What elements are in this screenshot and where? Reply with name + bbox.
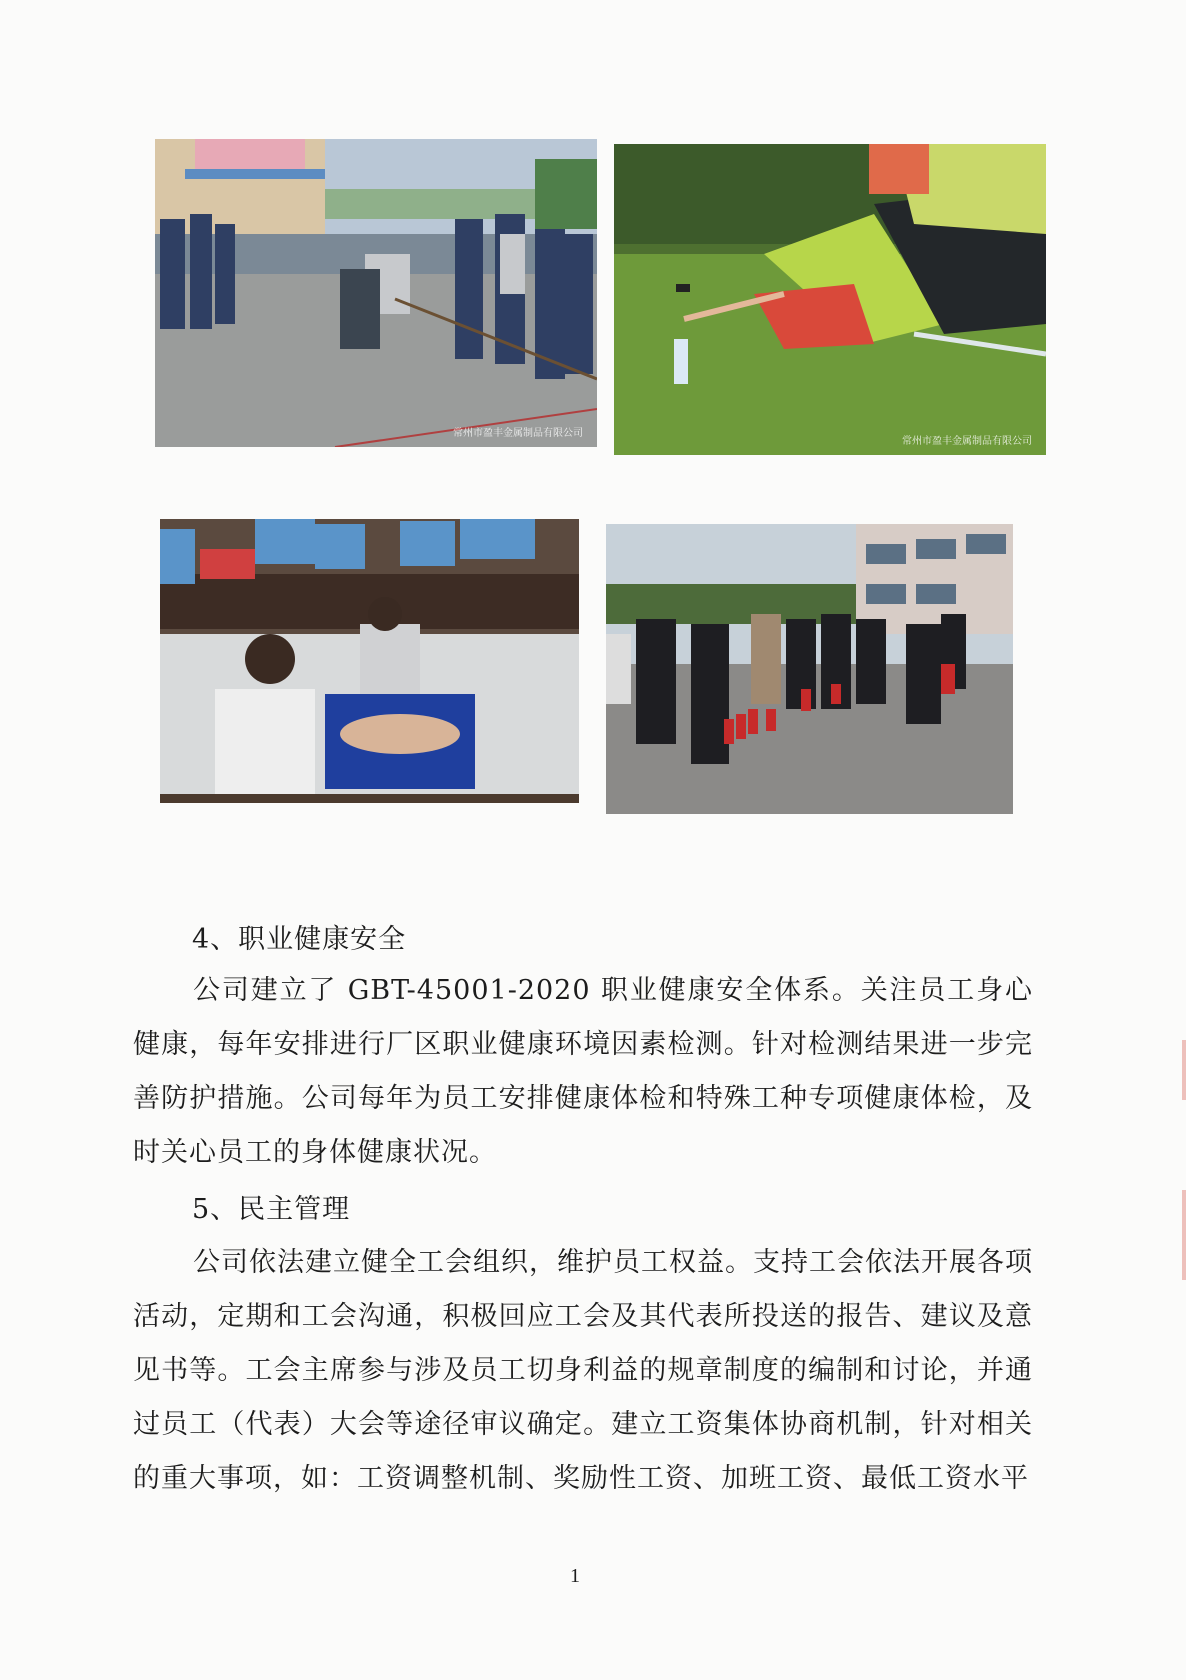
photo-tug-of-war-grass bbox=[614, 144, 1046, 455]
page-number: 1 bbox=[570, 1565, 580, 1587]
photo-tug-of-war bbox=[155, 139, 597, 447]
photo-tug-of-war-grass-image bbox=[614, 144, 1046, 455]
photo-cpr-training bbox=[160, 519, 579, 803]
edge-stamp-mark bbox=[1182, 1190, 1186, 1280]
section-4-heading: 4、职业健康安全 bbox=[192, 924, 407, 955]
photo-fire-drill-image bbox=[606, 524, 1013, 814]
photo-cpr-training-image bbox=[160, 519, 579, 803]
photo-fire-drill bbox=[606, 524, 1013, 814]
section-5-paragraph-text: 公司依法建立健全工会组织，维护员工权益。支持工会依法开展各项活动，定期和工会沟通，积极回应工会及其代表所投送的报告、建议及意见书等。工会主席参与涉及员工切身利益的规章制度的编制和讨论，并通过员工（代表）大会等途径审议确定。建立工资集体协商机制，针对相关的重大事项，如：工资调整机制、奖励性工资、加班工资、最低工资水平 bbox=[133, 1247, 1033, 1494]
section-5-heading: 5、民主管理 bbox=[192, 1194, 351, 1225]
section-5-paragraph bbox=[133, 1236, 1033, 1506]
photo-tug-of-war-image bbox=[155, 139, 597, 447]
edge-stamp-mark bbox=[1182, 1040, 1186, 1100]
photo-1-watermark: 常州市盈丰金属制品有限公司 bbox=[453, 428, 583, 439]
section-4-paragraph bbox=[133, 964, 1033, 1180]
photo-2-watermark: 常州市盈丰金属制品有限公司 bbox=[902, 436, 1032, 447]
section-4-paragraph-text: 公司建立了 GBT-45001-2020 职业健康安全体系。关注员工身心健康，每年安排进行厂区职业健康环境因素检测。针对检测结果进一步完善防护措施。公司每年为员工安排健康体检和特殊工种专项健康体检，及时关心员工的身体健康状况。 bbox=[133, 975, 1033, 1168]
